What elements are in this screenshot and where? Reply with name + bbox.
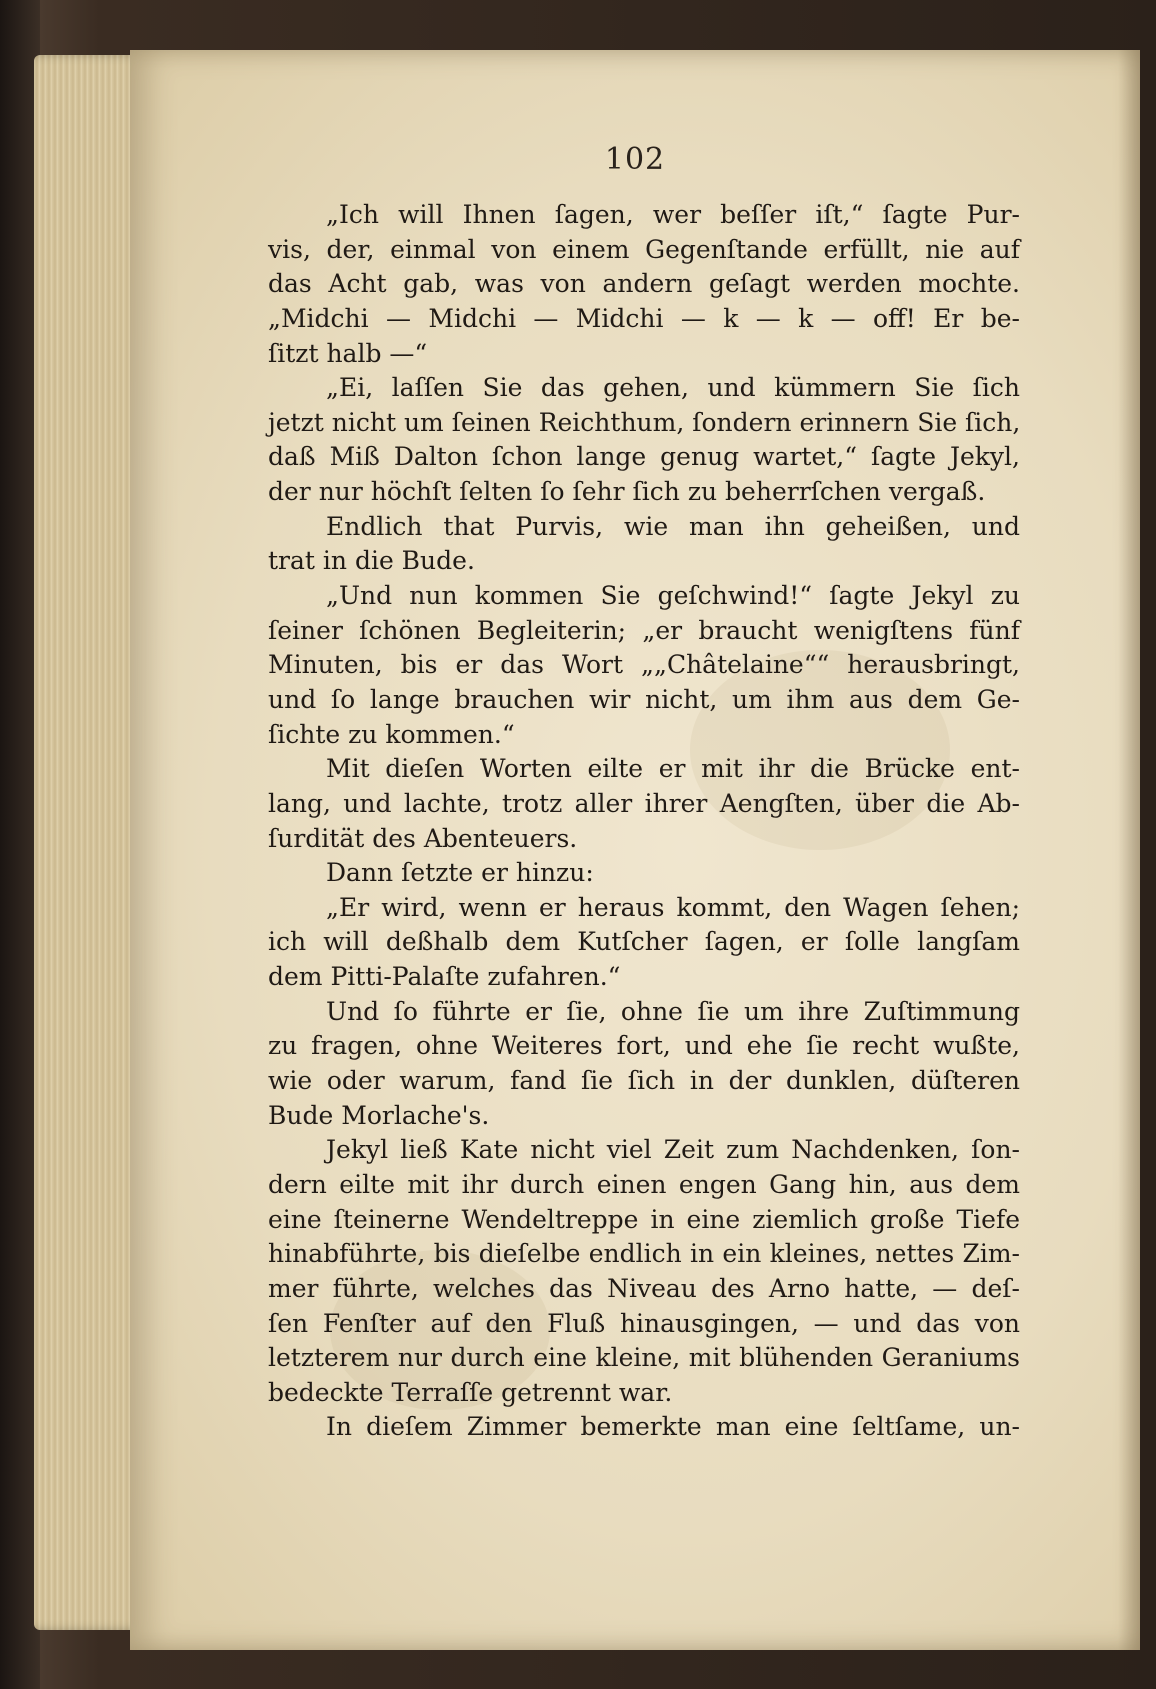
text-line: ſitzt halb —“ — [268, 338, 428, 368]
text-line: Jekyl ließ Kate nicht viel Zeit zum Nachdenken, ſon- — [326, 1135, 1020, 1165]
text-line: vis, der, einmal von einem Gegenſtande erfüllt, nie auf — [268, 234, 1020, 264]
text-line: Und ſo führte er ſie, ohne ſie um ihre Zuſtimmung — [326, 996, 1020, 1026]
page-number: 102 — [604, 142, 666, 177]
text-line: daß Miß Dalton ſchon lange genug wartet,“ ſagte Jekyl, — [268, 442, 1020, 472]
text-line: das Acht gab, was von andern geſagt werden mochte. — [268, 269, 1020, 299]
text-line: „Er wird, wenn er heraus kommt, den Wagen ſehen; — [326, 892, 1020, 922]
text-line: lang, und lachte, trotz aller ihrer Aengſten, über die Ab- — [268, 788, 1020, 818]
text-line: ſeiner ſchönen Begleiterin; „er braucht wenigſtens fünf — [268, 615, 1020, 645]
text-line: bedeckte Terraſſe getrennt war. — [268, 1377, 673, 1407]
text-line: Mit dieſen Worten eilte er mit ihr die Brücke ent- — [326, 754, 1020, 784]
text-line: zu fragen, ohne Weiteres fort, und ehe ſie recht wußte, — [268, 1031, 1020, 1061]
text-line: ſurdität des Abenteuers. — [268, 823, 578, 853]
text-line: ſichte zu kommen.“ — [268, 719, 515, 749]
text-line: „Midchi — Midchi — Midchi — k — k — off! Er be- — [268, 303, 1020, 333]
text-line: eine ſteinerne Wendeltreppe in eine ziemlich große Tiefe — [268, 1204, 1020, 1234]
text-line: Dann ſetzte er hinzu: — [326, 858, 594, 888]
body-text — [268, 198, 1020, 1445]
book-page — [130, 50, 1140, 1650]
text-line: jetzt nicht um ſeinen Reichthum, ſondern erinnern Sie ſich, — [268, 407, 1021, 437]
text-line: „Ich will Ihnen ſagen, wer beſſer iſt,“ ſagte Pur- — [326, 200, 1020, 229]
text-line: Minuten, bis er das Wort „„Châtelaine““ herausbringt, — [268, 650, 1020, 680]
text-line: hinabführte, bis dieſelbe endlich in ein kleines, nettes Zim- — [268, 1239, 1020, 1269]
text-line: Endlich that Purvis, wie man ihn geheißen, und — [326, 511, 1020, 541]
text-line: dern eilte mit ihr durch einen engen Gang hin, aus dem — [268, 1169, 1020, 1199]
text-line: und ſo lange brauchen wir nicht, um ihm aus dem Ge- — [268, 684, 1020, 714]
text-line: ſen Fenſter auf den Fluß hinausgingen, — und das von — [268, 1308, 1020, 1338]
text-line: Bude Morlache's. — [268, 1100, 490, 1130]
text-line: trat in die Bude. — [268, 546, 475, 576]
text-line: „Ei, laſſen Sie das gehen, und kümmern Sie ſich — [326, 373, 1020, 403]
text-line: mer führte, welches das Niveau des Arno hatte, — deſ- — [268, 1273, 1020, 1303]
text-line: wie oder warum, fand ſie ſich in der dunklen, düſteren — [268, 1066, 1020, 1096]
text-line: In dieſem Zimmer bemerkte man eine ſeltſame, un- — [326, 1412, 1020, 1442]
page-edge — [1118, 50, 1140, 1650]
text-line: „Und nun kommen Sie geſchwind!“ ſagte Jekyl zu — [326, 581, 1020, 611]
text-line: letzterem nur durch eine kleine, mit blühenden Geraniums — [268, 1343, 1020, 1373]
page-stack — [34, 55, 144, 1630]
text-line: der nur höchſt ſelten ſo ſehr ſich zu beherrſchen vergaß. — [268, 477, 986, 507]
text-line: dem Pitti-Palaſte zufahren.“ — [268, 962, 621, 992]
text-line: ich will deßhalb dem Kutſcher ſagen, er ſolle langſam — [268, 927, 1020, 957]
